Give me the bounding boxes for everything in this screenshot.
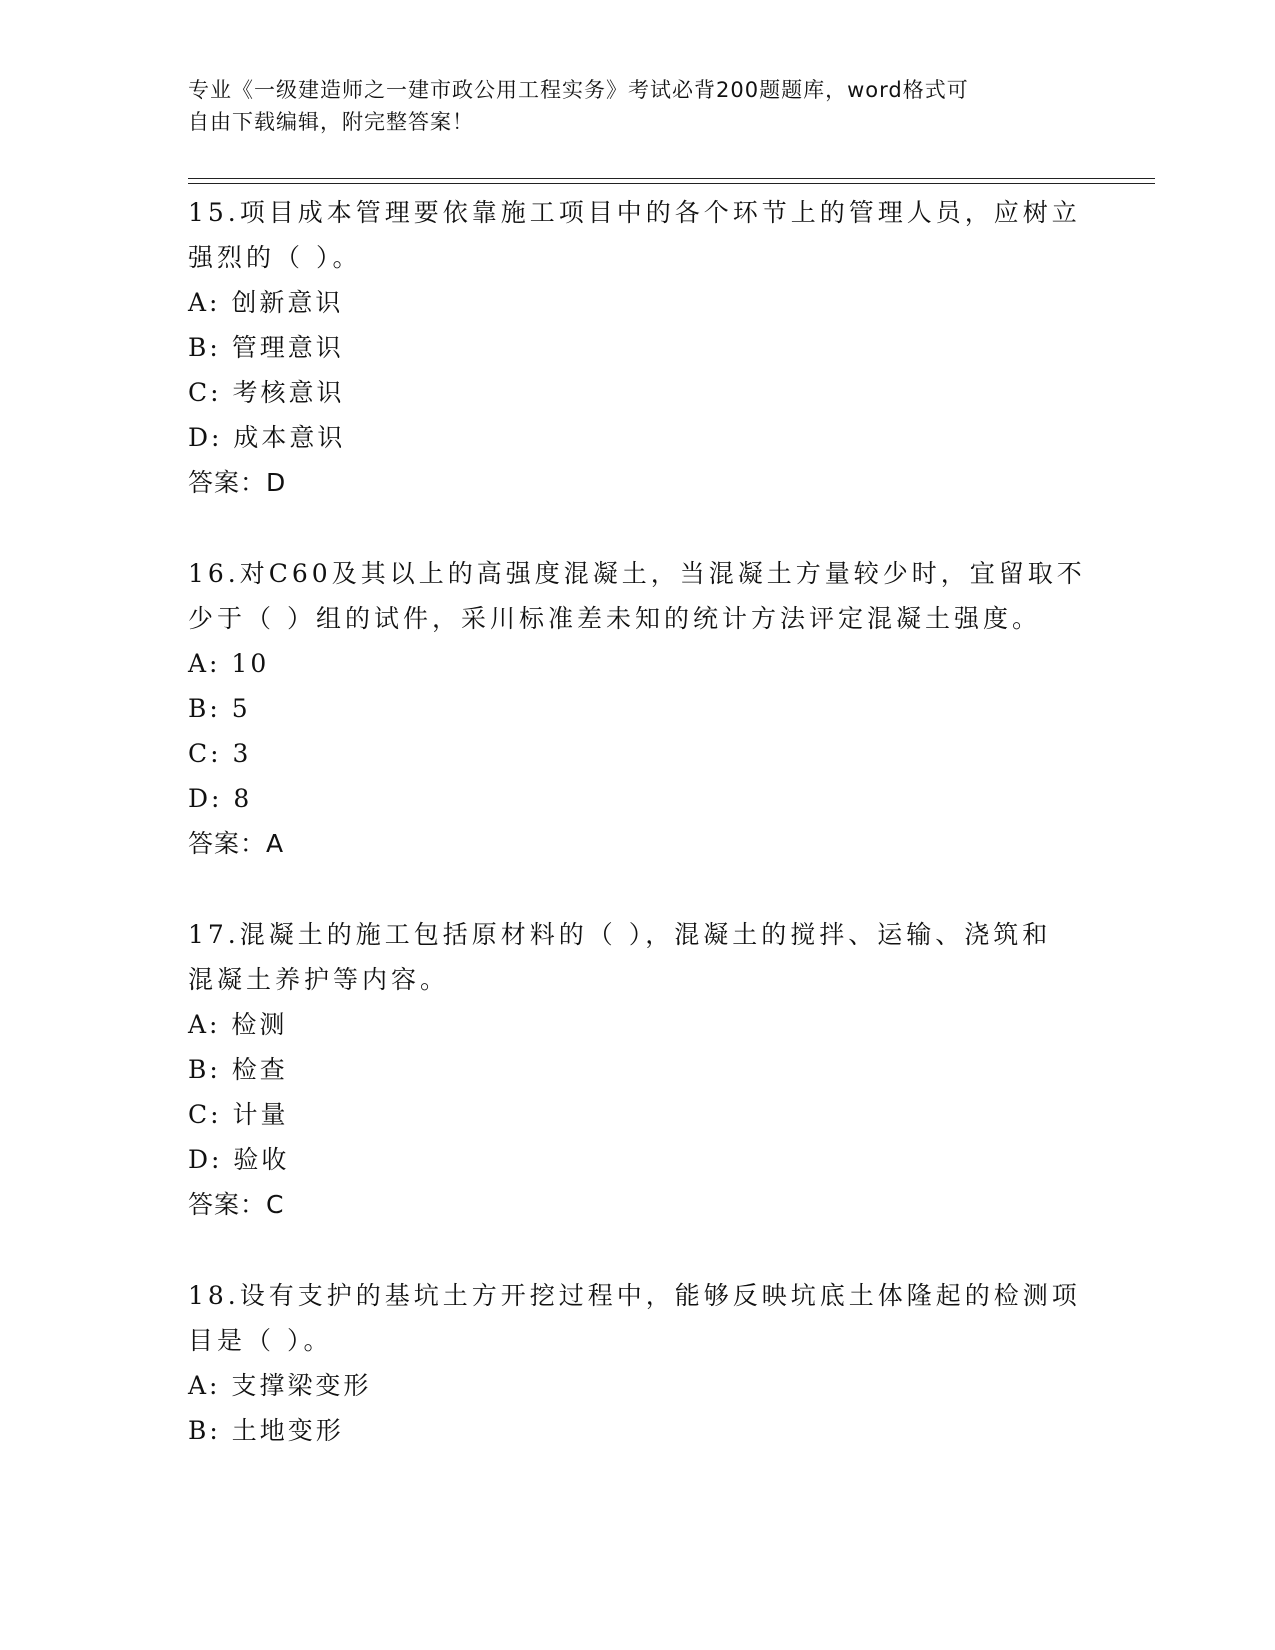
question-stem-line: 15.项目成本管理要依靠施工项目中的各个环节上的管理人员，应树立 [188,198,1081,227]
option-a: A: 支撑梁变形 [188,1371,372,1400]
header-line-1: 专业《一级建造师之一建市政公用工程实务》考试必背200题题库，word格式可 [188,78,969,102]
option-b: B: 管理意识 [188,333,344,362]
question-17 [188,912,1088,1227]
option-b: B: 检查 [188,1055,288,1084]
answer: 答案：D [188,468,287,497]
option-c: C: 考核意识 [188,378,345,407]
option-d: D: 成本意识 [188,423,346,452]
question-16 [188,551,1088,866]
question-15 [188,190,1088,505]
option-b: B: 5 [188,694,251,723]
document-header [188,74,1068,138]
option-a: A: 10 [188,649,270,678]
question-stem-line: 16.对C60及其以上的高强度混凝土，当混凝土方量较少时，宜留取不 [188,559,1086,588]
question-stem-line: 18.设有支护的基坑土方开挖过程中，能够反映坑底土体隆起的检测项 [188,1281,1081,1310]
question-stem-line: 少于（ ）组的试件，采川标准差未知的统计方法评定混凝土强度。 [188,604,1041,633]
answer: 答案：C [188,1190,285,1219]
question-stem-line: 强烈的（ ）。 [188,243,362,272]
option-d: D: 8 [188,784,253,813]
option-c: C: 计量 [188,1100,289,1129]
question-18 [188,1273,1088,1453]
option-a: A: 创新意识 [188,288,344,317]
question-stem-line: 17.混凝土的施工包括原材料的（ ），混凝土的搅拌、运输、浇筑和 [188,920,1052,949]
question-stem-line: 目是（ ）。 [188,1326,333,1355]
header-line-2: 自由下载编辑，附完整答案！ [188,110,474,134]
answer: 答案：A [188,829,285,858]
question-stem-line: 混凝土养护等内容。 [188,965,450,994]
option-c: C: 3 [188,739,252,768]
question-spacer [188,505,1088,551]
option-b: B: 土地变形 [188,1416,344,1445]
header-divider-top [188,178,1155,179]
question-spacer [188,866,1088,912]
option-a: A: 检测 [188,1010,288,1039]
question-spacer [188,1227,1088,1273]
question-list [188,190,1088,1453]
option-d: D: 验收 [188,1145,290,1174]
header-divider-bottom [188,183,1155,184]
